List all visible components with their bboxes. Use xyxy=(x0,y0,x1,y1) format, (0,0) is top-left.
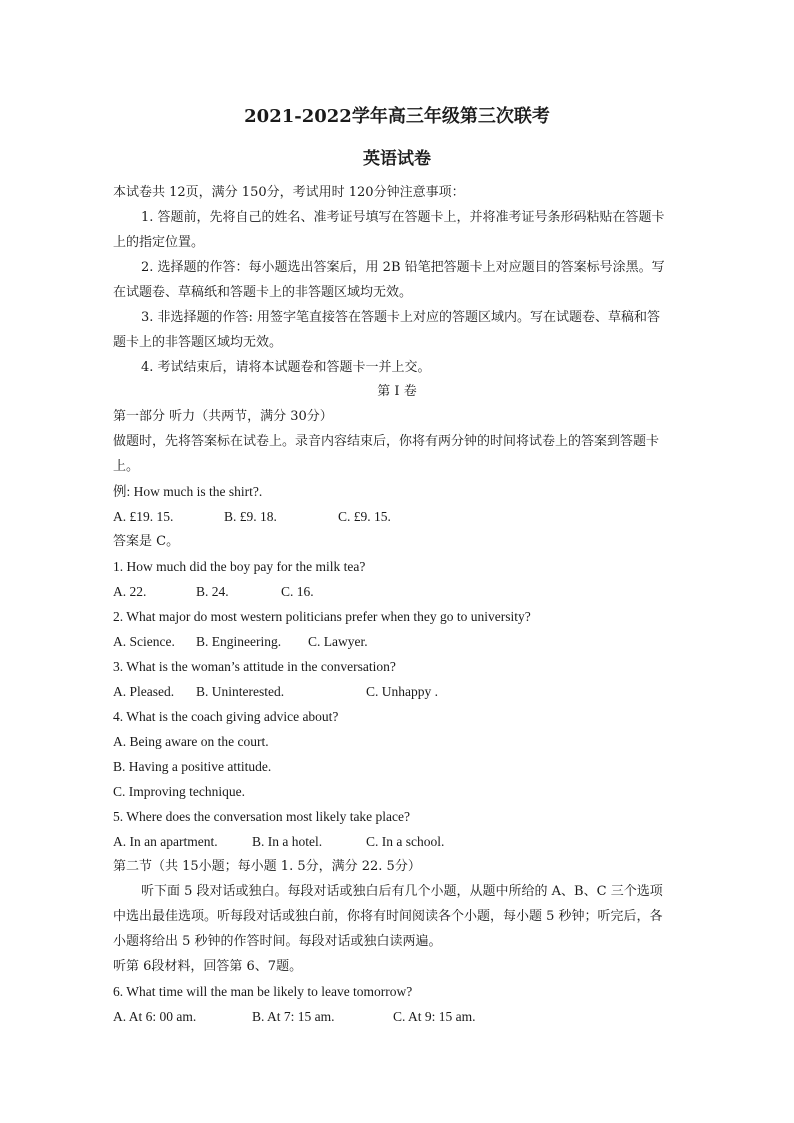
q4-option-b: B. Having a positive attitude. xyxy=(113,759,272,774)
q2-option-c: C. Lawyer. xyxy=(308,634,368,649)
example-option-b: B. £9. 18. xyxy=(224,509,277,524)
exam-intro: 本试卷共 12页，满分 150分，考试用时 120分钟注意事项： xyxy=(113,185,465,200)
note-line: 3. 非选择题的作答: 用签字笔直接答在答题卡上对应的答题区域内。写在试题卷、草稿和答 xyxy=(141,310,661,325)
q4-option-a: A. Being aware on the court. xyxy=(113,734,269,749)
q1-option-b: B. 24. xyxy=(196,584,229,599)
section2-heading: 第二节（共 15小题；每小题 1. 5分，满分 22. 5分） xyxy=(113,859,421,874)
question-1: 1. How much did the boy pay for the milk tea? xyxy=(113,559,366,574)
q5-option-c: C. In a school. xyxy=(366,834,445,849)
section2-instructions: 听下面 5 段对话或独白。每段对话或独白后有几个小题，从题中所给的 A、B、C 三个选项 xyxy=(141,884,663,899)
note-line: 在试题卷、草稿纸和答题卡上的非答题区域均无效。 xyxy=(113,285,413,300)
question-2: 2. What major do most western politicians prefer when they go to university? xyxy=(113,609,531,624)
note-line: 2. 选择题的作答：每小题选出答案后，用 2B 铅笔把答题卡上对应题目的答案标号涂黑。写 xyxy=(141,260,665,275)
section2-instructions: 小题将给出 5 秒钟的作答时间。每段对话或独白读两遍。 xyxy=(113,934,442,949)
q1-option-c: C. 16. xyxy=(281,584,314,599)
volume-label: 第 I 卷 xyxy=(377,384,417,399)
q3-option-a: A. Pleased. xyxy=(113,684,175,699)
part1-instructions: 上。 xyxy=(113,459,140,474)
q6-option-a: A. At 6: 00 am. xyxy=(113,1009,197,1024)
question-6: 6. What time will the man be likely to leave tomorrow? xyxy=(113,984,413,999)
example-question: 例: How much is the shirt?. xyxy=(113,484,263,499)
q6-option-c: C. At 9: 15 am. xyxy=(393,1009,476,1024)
note-line: 上的指定位置。 xyxy=(113,235,205,250)
example-option-a: A. £19. 15. xyxy=(113,509,174,524)
q2-option-a: A. Science. xyxy=(113,634,175,649)
question-5: 5. Where does the conversation most likely take place? xyxy=(113,809,411,824)
example-answer: 答案是 C。 xyxy=(113,534,180,549)
q5-option-a: A. In an apartment. xyxy=(113,834,218,849)
part1-instructions: 做题时，先将答案标在试卷上。录音内容结束后，你将有两分钟的时间将试卷上的答案到答题卡 xyxy=(113,434,660,449)
q3-option-c: C. Unhappy . xyxy=(366,684,438,699)
exam-title: 2021-2022学年高三年级第三次联考 xyxy=(244,106,550,127)
q4-option-c: C. Improving technique. xyxy=(113,784,245,799)
q5-option-b: B. In a hotel. xyxy=(252,834,323,849)
note-line: 1. 答题前，先将自己的姓名、准考证号填写在答题卡上，并将准考证号条形码粘贴在答题卡 xyxy=(141,210,665,225)
q2-option-b: B. Engineering. xyxy=(196,634,282,649)
q6-option-b: B. At 7: 15 am. xyxy=(252,1009,335,1024)
q1-option-a: A. 22. xyxy=(113,584,147,599)
exam-subtitle: 英语试卷 xyxy=(363,149,431,169)
example-option-c: C. £9. 15. xyxy=(338,509,391,524)
question-4: 4. What is the coach giving advice about? xyxy=(113,709,339,724)
q3-option-b: B. Uninterested. xyxy=(196,684,285,699)
section2-material: 听第 6段材料，回答第 6、7题。 xyxy=(113,959,303,974)
part1-heading: 第一部分 听力（共两节，满分 30分） xyxy=(113,409,333,424)
question-3: 3. What is the woman’s attitude in the conversation? xyxy=(113,659,396,674)
section2-instructions: 中选出最佳选项。听每段对话或独白前，你将有时间阅读各个小题，每小题 5 秒钟；听完后，各 xyxy=(113,909,663,924)
note-line: 4. 考试结束后，请将本试题卷和答题卡一并上交。 xyxy=(141,360,431,375)
note-line: 题卡上的非答题区域均无效。 xyxy=(113,335,283,350)
